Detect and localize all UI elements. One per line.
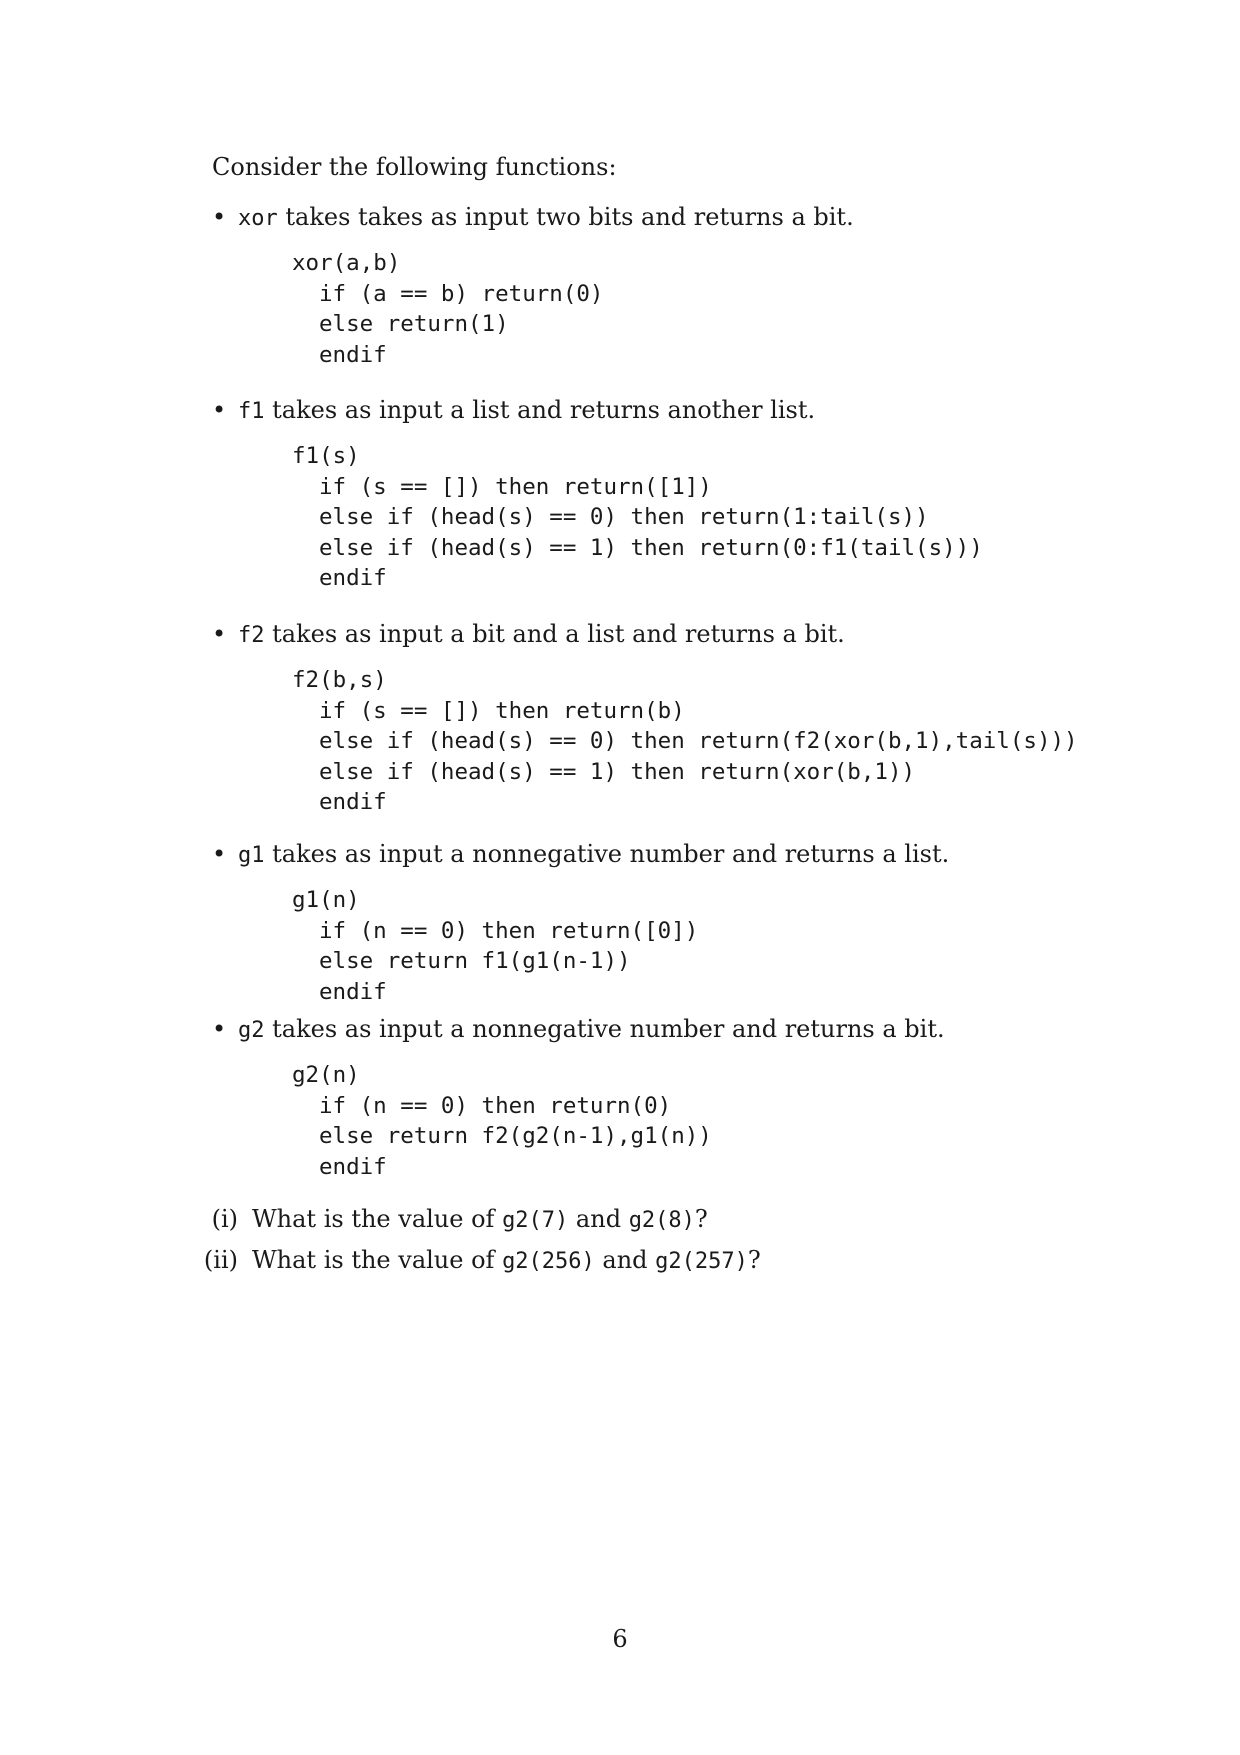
- question-prefix: What is the value of: [252, 1246, 503, 1274]
- function-description: [212, 200, 1138, 236]
- code-block: [292, 665, 1138, 818]
- code-line: else if (head(s) == 0) then return(f2(xor(b,1),tail(s))): [319, 728, 1078, 754]
- question-suffix: ?: [747, 1246, 761, 1274]
- question-middle: and: [568, 1205, 629, 1233]
- bullet-icon: •: [212, 203, 227, 231]
- page-number: 6: [612, 1625, 628, 1653]
- code-line: endif: [319, 789, 387, 815]
- code-line: if (s == []) then return([1]): [319, 473, 712, 500]
- code-line: else return f2(g2(n-1),g1(n)): [319, 1123, 712, 1149]
- code-line: g2(n): [292, 1062, 360, 1088]
- function-item-f1: [212, 393, 1138, 594]
- question-i: [212, 1202, 708, 1238]
- function-item-g2: [212, 1012, 1138, 1182]
- code-line: endif: [319, 1153, 387, 1180]
- code-block: [292, 1060, 1138, 1182]
- function-name: xor: [238, 206, 278, 231]
- function-description-text: takes as input a list and returns another list.: [264, 396, 816, 424]
- function-description: [212, 393, 1138, 429]
- function-name: g2: [238, 1018, 265, 1043]
- question-middle: and: [594, 1246, 656, 1274]
- code-line: else return f1(g1(n-1)): [319, 948, 631, 974]
- function-description: [212, 1012, 1138, 1048]
- code-line: else if (head(s) == 1) then return(0:f1(tail(s))): [319, 534, 983, 561]
- function-description-text: takes as input a nonnegative number and returns a bit.: [264, 1015, 945, 1043]
- function-name: g1: [238, 843, 265, 868]
- code-line: xor(a,b): [292, 250, 401, 276]
- question-expression: g2(256): [502, 1249, 595, 1274]
- code-line: f1(s): [292, 443, 360, 469]
- code-line: if (n == 0) then return([0]): [319, 917, 699, 944]
- function-description-text: takes as input a nonnegative number and returns a list.: [264, 840, 950, 868]
- intro-text: Consider the following functions:: [212, 153, 617, 181]
- function-name: f2: [238, 623, 265, 648]
- code-line: if (a == b) return(0): [319, 280, 604, 307]
- question-label: (ii): [203, 1246, 238, 1274]
- bullet-icon: •: [212, 840, 227, 868]
- code-line: endif: [319, 341, 387, 368]
- code-line: if (n == 0) then return(0): [319, 1092, 672, 1119]
- bullet-icon: •: [212, 396, 227, 424]
- question-expression: g2(7): [502, 1208, 569, 1233]
- function-item-xor: [212, 200, 1138, 370]
- question-prefix: What is the value of: [252, 1205, 503, 1233]
- question-ii: [203, 1243, 761, 1279]
- question-expression: g2(8): [628, 1208, 695, 1233]
- question-expression: g2(257): [655, 1249, 748, 1274]
- code-line: endif: [319, 978, 387, 1005]
- function-name: f1: [238, 399, 265, 424]
- code-line: if (s == []) then return(b): [319, 697, 685, 724]
- question-label: (i): [211, 1205, 238, 1233]
- code-line: else if (head(s) == 1) then return(xor(b,1)): [319, 758, 916, 785]
- code-block: [292, 441, 1138, 594]
- function-item-f2: [212, 617, 1138, 818]
- code-line: g1(n): [292, 887, 360, 913]
- code-line: else return(1): [319, 311, 509, 337]
- function-description-text: takes takes as input two bits and returns a bit.: [277, 203, 854, 231]
- code-line: endif: [319, 565, 387, 591]
- function-item-g1: [212, 837, 1138, 1007]
- bullet-icon: •: [212, 1015, 227, 1043]
- function-description: [212, 617, 1138, 653]
- code-block: [292, 885, 1138, 1007]
- code-line: f2(b,s): [292, 667, 387, 693]
- function-description: [212, 837, 1138, 873]
- code-line: else if (head(s) == 0) then return(1:tail(s)): [319, 504, 929, 530]
- question-suffix: ?: [694, 1205, 708, 1233]
- bullet-icon: •: [212, 620, 227, 648]
- function-description-text: takes as input a bit and a list and returns a bit.: [264, 620, 845, 648]
- code-block: [292, 248, 1138, 370]
